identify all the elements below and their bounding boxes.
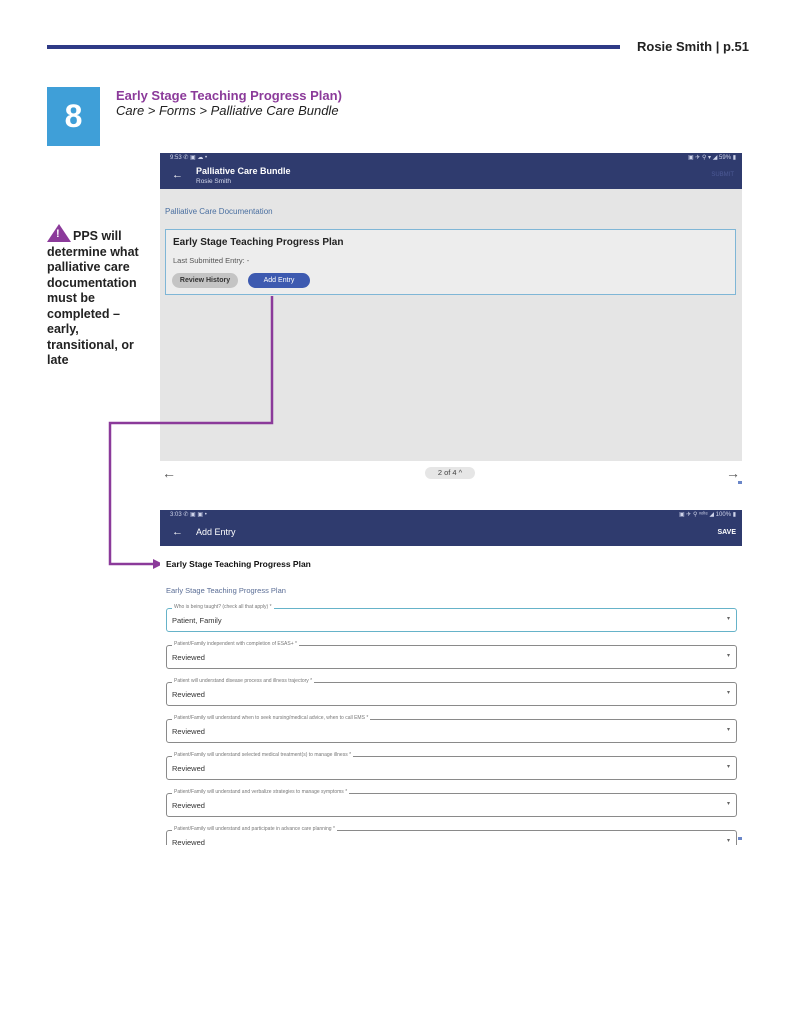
advance-care-planning-select[interactable] <box>166 826 737 845</box>
back-arrow-icon[interactable]: ← <box>172 169 183 181</box>
chevron-down-icon: ▾ <box>726 764 730 770</box>
field-value: Reviewed <box>172 801 205 810</box>
field-label: Patient/Family will understand when to seek nursing/medical advice, when to call EMS * <box>174 715 369 721</box>
field-value: Reviewed <box>172 727 205 736</box>
form-subheading: Early Stage Teaching Progress Plan <box>166 586 286 595</box>
field-label: Patient/Family will understand and verbalize strategies to manage symptoms * <box>174 789 348 795</box>
save-button[interactable]: SAVE <box>717 529 736 536</box>
prev-arrow-icon[interactable]: ← <box>162 465 176 481</box>
add-entry-button[interactable]: Add Entry <box>248 273 310 288</box>
last-submitted-entry: Last Submitted Entry: - <box>173 256 250 265</box>
step-title: Early Stage Teaching Progress Plan) <box>116 88 342 103</box>
lock-icon <box>738 837 742 840</box>
chevron-down-icon: ▾ <box>726 690 730 696</box>
app-bar-subtitle: Rosie Smith <box>196 178 232 185</box>
field-value: Reviewed <box>172 653 205 662</box>
field-value: Patient, Family <box>172 616 222 625</box>
side-note-text: PPS will determine what palliative care documentation must be completed – early, transitional, or late <box>47 229 139 367</box>
page-indicator[interactable]: 2 of 4 ^ <box>425 467 475 479</box>
status-right: ▣ ✈ ⚲ ᵛᵒˡᵗᵉ ◢ 100% ▮ <box>678 512 736 518</box>
warning-icon <box>47 224 71 242</box>
back-arrow-icon[interactable]: ← <box>172 526 183 538</box>
lock-icon <box>738 481 742 484</box>
header-rule <box>47 45 620 49</box>
review-history-button[interactable]: Review History <box>172 273 238 288</box>
medical-treatment-select[interactable] <box>166 752 737 780</box>
section-title: Palliative Care Documentation <box>165 207 273 216</box>
status-bar <box>160 510 742 520</box>
bundle-content <box>160 189 742 461</box>
form-card-title: Early Stage Teaching Progress Plan <box>173 237 344 248</box>
step-breadcrumb: Care > Forms > Palliative Care Bundle <box>116 103 339 118</box>
field-value: Reviewed <box>172 838 205 845</box>
field-label: Patient/Family independent with completion of ESAS+ * <box>174 641 297 647</box>
chevron-down-icon: ▾ <box>726 801 730 807</box>
screenshot-add-entry <box>160 510 742 845</box>
page-header-text: Rosie Smith | p.51 <box>637 39 749 54</box>
esas-independence-select[interactable] <box>166 641 737 669</box>
app-bar <box>160 163 742 189</box>
field-label: Who is being taught? (check all that apply) * <box>174 604 272 610</box>
field-label: Patient/Family will understand selected medical treatment(s) to manage illness * <box>174 752 352 758</box>
field-value: Reviewed <box>172 690 205 699</box>
app-bar-title: Add Entry <box>196 527 236 537</box>
status-left: 3:03 ✆ ▣ ▣ • <box>170 512 207 518</box>
form-heading: Early Stage Teaching Progress Plan <box>166 559 311 569</box>
step-number-badge: 8 <box>47 87 100 146</box>
screenshot-palliative-care-bundle <box>160 153 742 488</box>
status-right: ▣ ✈ ⚲ ▾ ◢ 59% ▮ <box>687 155 736 161</box>
field-value: Reviewed <box>172 764 205 773</box>
chevron-down-icon: ▾ <box>726 838 730 844</box>
side-note <box>47 224 147 369</box>
app-bar <box>160 520 742 546</box>
next-arrow-icon[interactable]: → <box>726 465 740 481</box>
form-card <box>165 229 736 295</box>
bottom-pager-bar <box>160 461 742 488</box>
seek-advice-select[interactable] <box>166 715 737 743</box>
manage-symptoms-select[interactable] <box>166 789 737 817</box>
chevron-down-icon: ▾ <box>726 727 730 733</box>
chevron-down-icon: ▾ <box>726 616 730 622</box>
field-label: Patient/Family will understand and participate in advance care planning * <box>174 826 335 832</box>
chevron-down-icon: ▾ <box>726 653 730 659</box>
app-bar-title: Palliative Care Bundle <box>196 166 291 176</box>
disease-process-select[interactable] <box>166 678 737 706</box>
field-label: Patient will understand disease process and illness trajectory * <box>174 678 313 684</box>
who-taught-select[interactable] <box>166 604 737 632</box>
status-bar <box>160 153 742 163</box>
submit-button[interactable]: SUBMIT <box>711 172 734 178</box>
status-left: 9:53 ✆ ▣ ☁ • <box>170 155 208 161</box>
add-entry-form <box>160 546 742 845</box>
